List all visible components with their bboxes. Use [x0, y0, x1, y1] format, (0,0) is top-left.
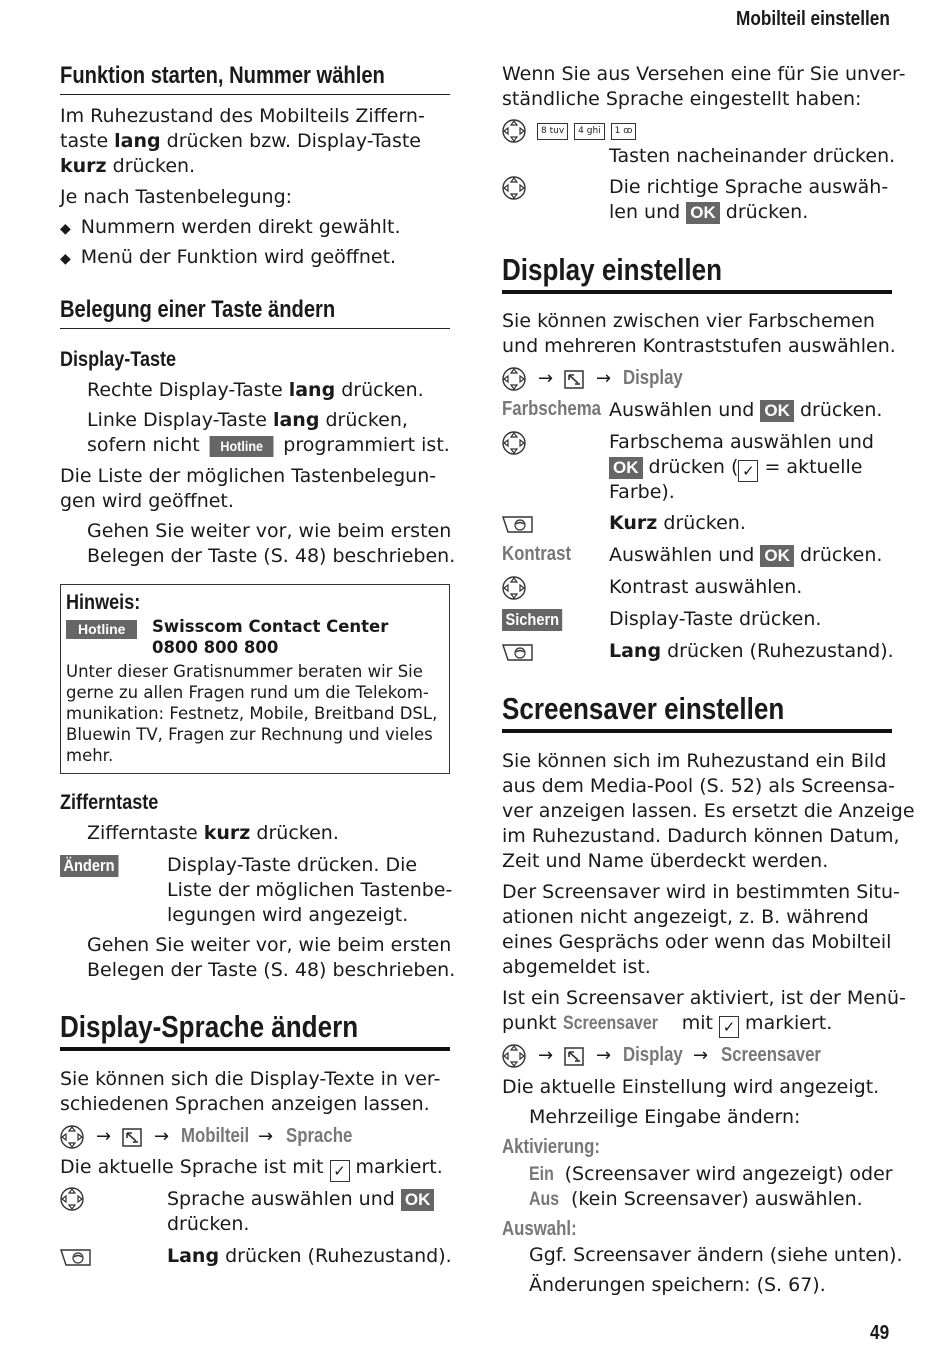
arrow-icon: →: [693, 1045, 709, 1066]
text-line: Zifferntaste kurz drücken.: [87, 822, 339, 844]
text-line: Änderungen speichern: (S. 67).: [529, 1274, 826, 1296]
section-title-display-sprache: Display-Sprache ändern: [60, 1009, 450, 1051]
text-line: ver anzeigen lassen. Es ersetzt die Anzeige: [502, 800, 915, 822]
text-line: Die Liste der möglichen Tastenbelegun-: [60, 465, 437, 487]
text-line: punkt Screensaver mit ✓ markiert.: [502, 1012, 833, 1036]
menu-icon: [564, 1047, 586, 1069]
text-line: Zeit und Name überdeckt werden.: [502, 850, 829, 872]
text-line: Display-Taste drücken.: [609, 608, 822, 630]
note-box: [60, 584, 450, 774]
arrow-icon: →: [596, 1045, 612, 1066]
note-line: gerne zu allen Fragen rund um die Telekom-: [66, 683, 429, 702]
ok-key-label: OK: [760, 400, 794, 422]
section-title-screensaver: Screensaver einstellen: [502, 691, 892, 733]
text-line: Je nach Tastenbelegung:: [60, 186, 293, 208]
text-line: im Ruhezustand. Dadurch können Datum,: [502, 825, 900, 847]
text-line: Die aktuelle Einstellung wird angezeigt.: [502, 1076, 880, 1098]
menu-path-display: Display: [623, 367, 683, 389]
note-line: Bluewin TV, Fragen zur Rechnung und vieles: [66, 725, 433, 744]
aktivierung-label: Aktivierung:: [502, 1136, 601, 1158]
text-line: Sie können sich die Display-Texte in ver-: [60, 1068, 441, 1090]
text-line: Lang drücken (Ruhezustand).: [167, 1245, 452, 1267]
menu-path: [502, 1044, 892, 1070]
page-number-container: [870, 1322, 892, 1345]
text-line: OK drücken ( ✓ = aktuelle: [609, 455, 863, 482]
ok-key-label: OK: [609, 457, 643, 479]
text-line: len und OK drücken.: [609, 201, 809, 223]
text-line: Gehen Sie weiter vor, wie beim ersten: [87, 520, 452, 542]
key-8-icon: 8 tuv: [537, 123, 568, 140]
text-line: Auswählen und OK drücken.: [609, 399, 883, 421]
text-line: Farbschema auswählen und: [609, 431, 874, 453]
ok-key-label: OK: [760, 545, 794, 567]
text-line: Ist ein Screensaver aktiviert, ist der Menü-: [502, 987, 906, 1009]
kontrast-label: Kontrast: [502, 543, 572, 565]
sichern-key-label: Sichern: [502, 609, 572, 631]
running-header: [736, 8, 915, 31]
note-contact-number: 0800 800 800: [152, 638, 279, 657]
text-line: Display-Taste drücken. Die: [167, 854, 418, 876]
arrow-icon: →: [154, 1126, 170, 1147]
key-1-icon: 1 ꝏ: [611, 123, 637, 140]
checkmark-icon: ✓: [330, 1160, 350, 1182]
note-line: mehr.: [66, 746, 114, 765]
menu-path-mobilteil: Mobilteil: [181, 1125, 250, 1147]
navigation-key-icon: [502, 1044, 528, 1070]
arrow-icon: →: [96, 1126, 112, 1147]
text-line: Gehen Sie weiter vor, wie beim ersten: [87, 934, 452, 956]
text-line: Belegen der Taste (S. 48) beschrieben.: [87, 545, 456, 567]
menu-icon: [564, 370, 586, 392]
text-line: Ggf. Screensaver ändern (siehe unten).: [529, 1244, 903, 1266]
note-hotline-key: Hotline: [66, 619, 137, 639]
bullet-item: ◆ Nummern werden direkt gewählt.: [60, 216, 401, 238]
text-line: gen wird geöffnet.: [60, 490, 234, 512]
text-line: taste lang drücken bzw. Display-Taste: [60, 130, 421, 152]
diamond-bullet-icon: ◆: [60, 221, 71, 237]
navigation-key-icon: [60, 1125, 86, 1151]
text-line: Auswählen und OK drücken.: [609, 544, 883, 566]
text-line: legungen wird angezeigt.: [167, 904, 409, 926]
checkmark-icon: ✓: [719, 1016, 739, 1038]
note-line: Unter dieser Gratisnummer beraten wir Sie: [66, 662, 423, 681]
text-line: Wenn Sie aus Versehen eine für Sie unver-: [502, 63, 906, 85]
aendern-key-label: Ändern: [60, 855, 128, 877]
arrow-icon: →: [596, 368, 612, 389]
running-header-title: Mobilteil einstellen: [736, 8, 890, 30]
end-call-key-icon: [502, 642, 536, 664]
checkmark-icon: ✓: [738, 460, 758, 482]
text-line: kurz drücken.: [60, 155, 196, 177]
ok-key-label: OK: [401, 1189, 435, 1211]
text-line: Belegen der Taste (S. 48) beschrieben.: [87, 959, 456, 981]
text-line: Ein (Screensaver wird angezeigt) oder: [529, 1163, 893, 1185]
text-line: Rechte Display-Taste lang drücken.: [87, 379, 424, 401]
text-line: Der Screensaver wird in bestimmten Situ-: [502, 881, 900, 903]
text-line: Sie können sich im Ruhezustand ein Bild: [502, 750, 887, 772]
text-line: Mehrzeilige Eingabe ändern:: [529, 1106, 801, 1128]
menu-path-display: Display: [623, 1044, 683, 1066]
subsection-title-zifferntaste: Zifferntaste: [60, 791, 159, 814]
text-line: und mehreren Kontraststufen auswählen.: [502, 335, 896, 357]
text-line: abgemeldet ist.: [502, 956, 651, 978]
menu-icon: [122, 1128, 144, 1150]
note-line: munikation: Festnetz, Mobile, Breitband DSL,: [66, 704, 438, 723]
end-call-key-icon: [60, 1247, 94, 1269]
text-line: Aus (kein Screensaver) auswählen.: [529, 1188, 863, 1210]
ok-key-label: OK: [686, 202, 720, 224]
text-line: Die aktuelle Sprache ist mit ✓ markiert.: [60, 1156, 443, 1180]
navigation-key-icon: [502, 431, 528, 457]
menu-path-screensaver: Screensaver: [721, 1044, 821, 1066]
note-contact-name: Swisscom Contact Center: [152, 617, 389, 636]
text-line: eines Gesprächs oder wenn das Mobilteil: [502, 931, 892, 953]
navigation-key-icon: [502, 176, 528, 202]
hotline-key-label: Hotline: [209, 436, 273, 457]
note-title: Hinweis:: [66, 591, 141, 614]
text-line: Im Ruhezustand des Mobilteils Ziffern-: [60, 105, 425, 127]
text-line: drücken.: [167, 1213, 250, 1235]
text-line: Sprache auswählen und OK: [167, 1187, 434, 1212]
text-line: Linke Display-Taste lang drücken,: [87, 409, 408, 431]
menu-path-sprache: Sprache: [286, 1125, 353, 1147]
arrow-icon: →: [538, 1045, 554, 1066]
navigation-key-icon: [502, 367, 528, 393]
text-line: Kurz drücken.: [609, 512, 746, 534]
navigation-key-icon: [502, 119, 528, 145]
navigation-key-icon: [502, 576, 528, 602]
farbschema-label: Farbschema: [502, 398, 601, 420]
section-title-belegung: Belegung einer Taste ändern: [60, 296, 450, 329]
text-line: Liste der möglichen Tastenbe-: [167, 879, 453, 901]
text-line: Die richtige Sprache auswäh-: [609, 176, 889, 198]
text-line: aus dem Media-Pool (S. 52) als Screensa-: [502, 775, 895, 797]
text-line: sofern nicht Hotline programmiert ist.: [87, 434, 450, 456]
menu-path: [502, 367, 892, 393]
menu-path: [60, 1125, 450, 1151]
section-title-funktion: Funktion starten, Nummer wählen: [60, 62, 450, 95]
subsection-title-display-taste: Display-Taste: [60, 348, 177, 371]
page-number: 49: [870, 1322, 890, 1344]
section-title-display-einstellen: Display einstellen: [502, 252, 892, 294]
text-line: ationen nicht angezeigt, z. B. während: [502, 906, 869, 928]
navigation-key-icon: [60, 1187, 86, 1213]
number-key-sequence: [537, 121, 642, 140]
key-4-icon: 4 ghi: [574, 123, 605, 140]
diamond-bullet-icon: ◆: [60, 251, 71, 267]
text-line: ständliche Sprache eingestellt haben:: [502, 88, 862, 110]
text-line: Lang drücken (Ruhezustand).: [609, 640, 894, 662]
arrow-icon: →: [538, 368, 554, 389]
arrow-icon: →: [258, 1126, 274, 1147]
text-line: Farbe).: [609, 481, 675, 503]
text-line: schiedenen Sprachen anzeigen lassen.: [60, 1093, 430, 1115]
text-line: Kontrast auswählen.: [609, 576, 803, 598]
text-line: Tasten nacheinander drücken.: [609, 145, 896, 167]
auswahl-label: Auswahl:: [502, 1218, 577, 1240]
end-call-key-icon: [502, 514, 536, 536]
text-line: Sie können zwischen vier Farbschemen: [502, 310, 875, 332]
bullet-item: ◆ Menü der Funktion wird geöffnet.: [60, 246, 397, 268]
